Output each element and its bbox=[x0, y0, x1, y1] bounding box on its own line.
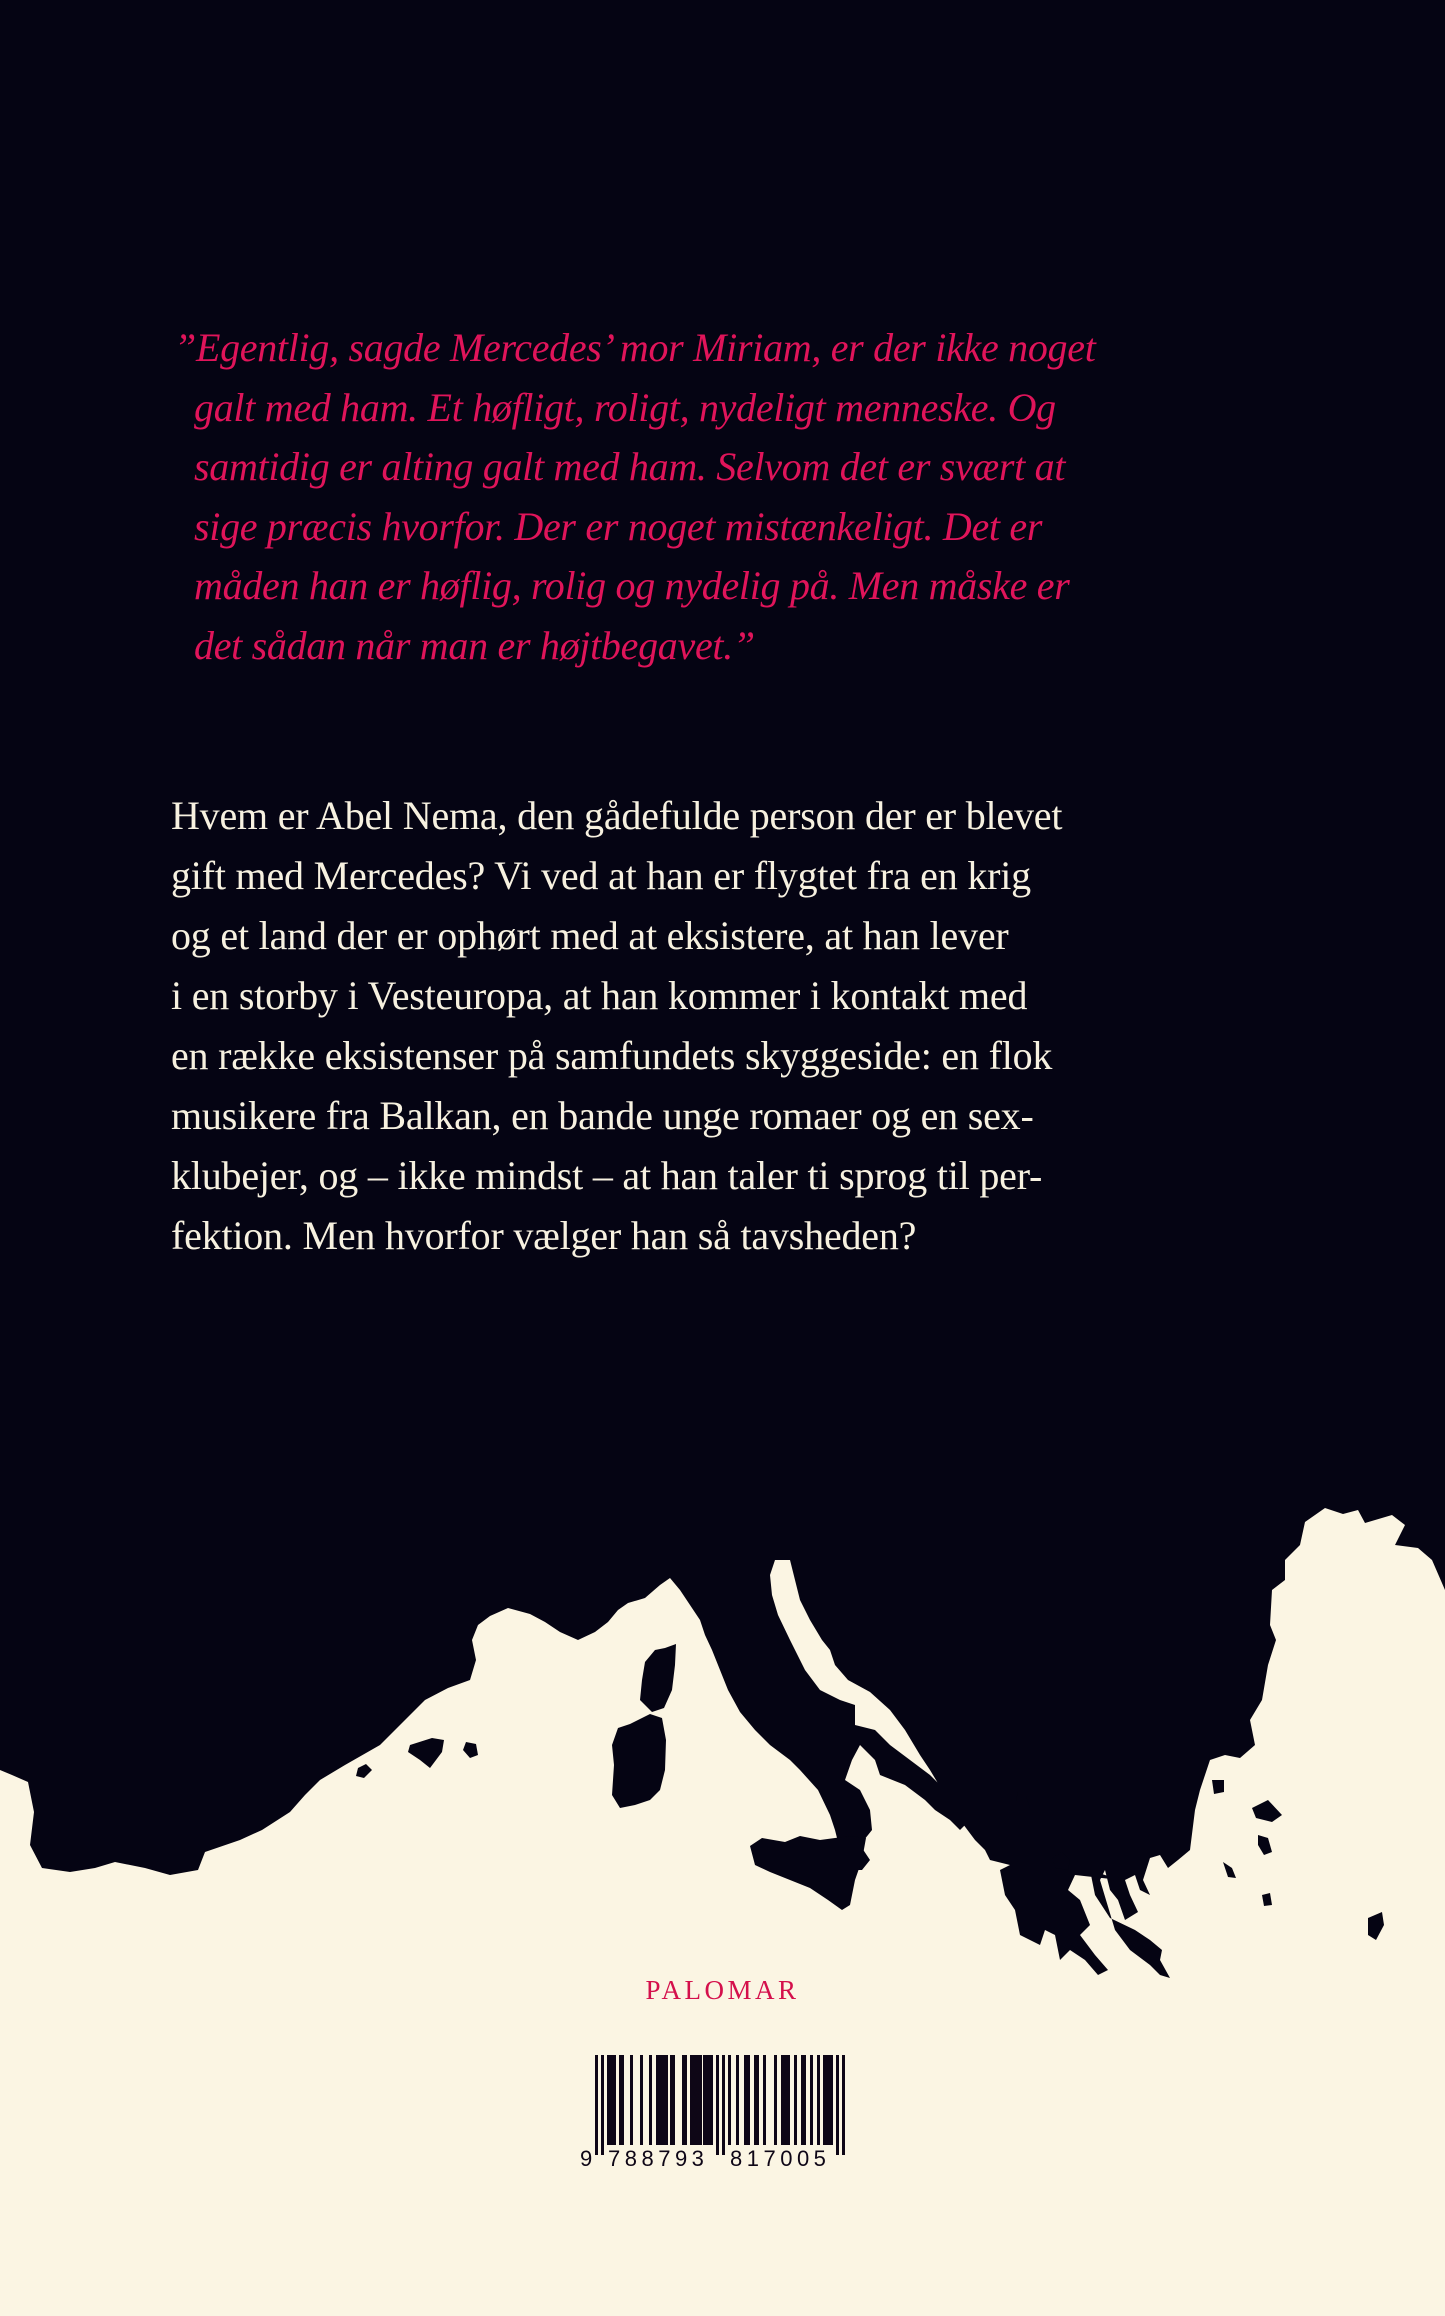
pull-quote bbox=[174, 318, 1314, 675]
barcode-first-digit: 9 bbox=[580, 2146, 593, 2167]
mediterranean-map-illustration bbox=[0, 1440, 1445, 2000]
description-line: Hvem er Abel Nema, den gådefulde person der er blevet bbox=[171, 793, 1063, 838]
description-line: klubejer, og – ikke mindst – at han taler ti sprog til per- bbox=[171, 1153, 1043, 1198]
isbn-barcode bbox=[578, 2055, 868, 2167]
quote-line: det sådan når man er højtbegavet.” bbox=[194, 622, 755, 668]
barcode-left-digits: 788793 bbox=[608, 2146, 709, 2167]
quote-line: måden han er høflig, rolig og nydelig på. Men måske er bbox=[194, 563, 1070, 608]
quote-line: ”Egentlig, sagde Mercedes’ mor Miriam, er der ikke noget bbox=[174, 325, 1096, 370]
quote-line: samtidig er alting galt med ham. Selvom det er svært at bbox=[194, 444, 1066, 489]
quote-line: galt med ham. Et høfligt, roligt, nydeligt menneske. Og bbox=[194, 384, 1056, 430]
description-line: en række eksistenser på samfundets skyggeside: en flok bbox=[171, 1033, 1053, 1078]
description-line: fektion. Men hvorfor vælger han så tavsheden? bbox=[171, 1213, 917, 1258]
description-line: i en storby i Vesteuropa, at han kommer i kontakt med bbox=[171, 973, 1028, 1018]
barcode-right-digits: 817005 bbox=[730, 2146, 831, 2167]
description-line: og et land der er ophørt med at eksistere, at han lever bbox=[171, 913, 1009, 958]
description-line: musikere fra Balkan, en bande unge romaer og en sex- bbox=[171, 1093, 1034, 1138]
description-line: gift med Mercedes? Vi ved at han er flygtet fra en krig bbox=[171, 853, 1031, 898]
publisher-logo: PALOMAR bbox=[645, 1975, 800, 2005]
aegean-island bbox=[1212, 1780, 1224, 1794]
quote-line: sige præcis hvorfor. Der er noget mistænkeligt. Det er bbox=[194, 503, 1043, 549]
book-description bbox=[171, 786, 1301, 1266]
